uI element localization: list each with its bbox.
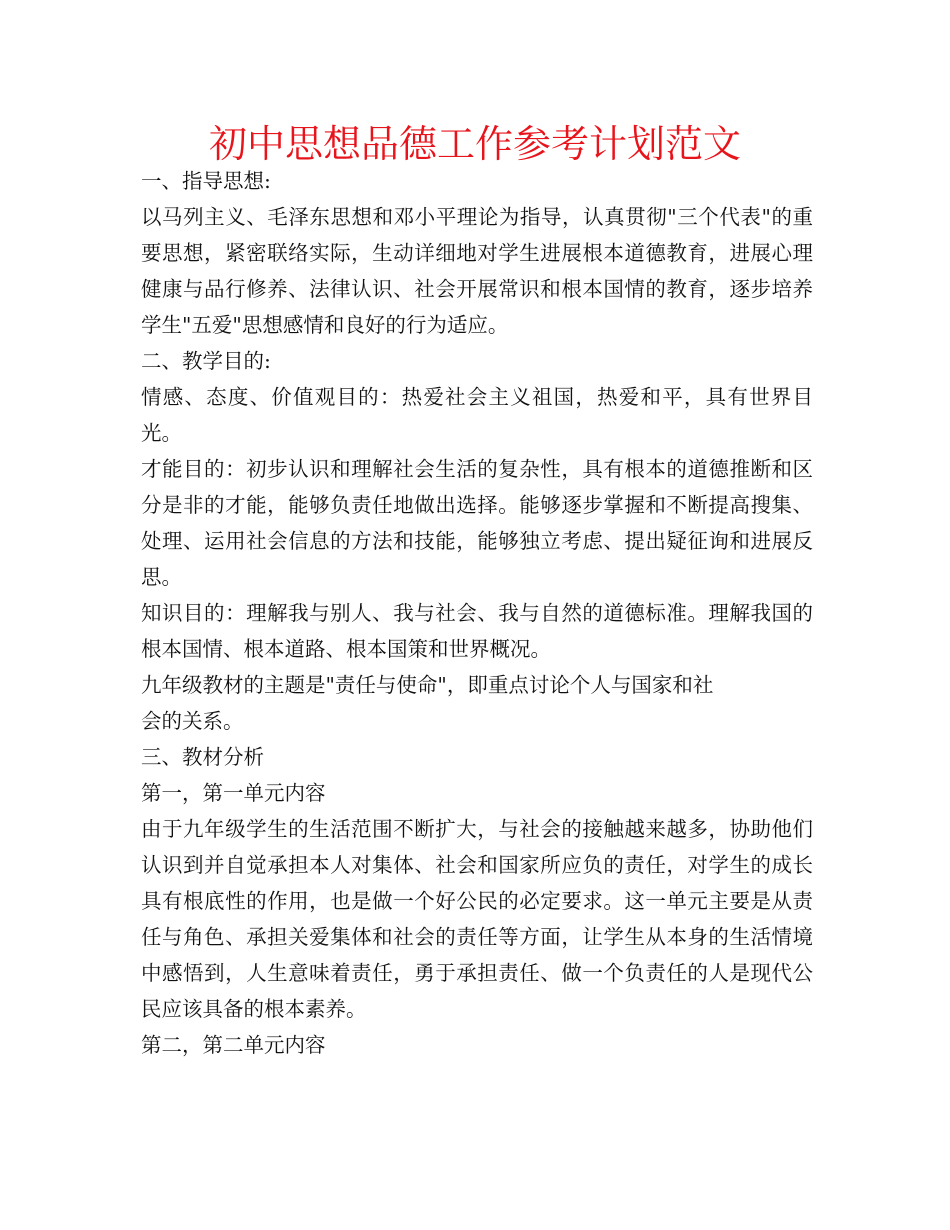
- paragraph-knowledge-goals: 知识目的：理解我与别人、我与社会、我与自然的道德标准。理解我国的根本国情、根本道路、根本国策和世界概况。: [141, 601, 813, 661]
- paragraph-unit-one: 由于九年级学生的生活范围不断扩大，与社会的接触越来越多，协助他们认识到并自觉承担本人对集体、社会和国家所应负的责任，对学生的成长具有根底性的作用，也是做一个好公民的必定要求。这一单元主要是从责任与角色、承担关爱集体和社会的责任等方面，让学生从本身的生活情境中感悟到，人生意味着责任，勇于承担责任、做一个负责任的人是现代公民应该具备的根本素养。: [141, 817, 813, 1021]
- document-title: 初中思想品德工作参考计划范文: [208, 122, 741, 166]
- paragraph-guiding-thought: 以马列主义、毛泽东思想和邓小平理论为指导，认真贯彻"三个代表"的重要思想，紧密联络实际，生动详细地对学生进展根本道德教育，进展心理健康与品行修养、法律认识、社会开展常识和根本国情的教育，逐步培养学生"五爱"思想感情和良好的行为适应。: [141, 205, 813, 337]
- section-heading-guiding-thought: 一、指导思想:: [141, 169, 271, 193]
- paragraph-grade-nine-theme-cont: 会的关系。: [141, 709, 244, 733]
- subheading-unit-one: 第一，第一单元内容: [141, 781, 326, 805]
- paragraph-ability-goals: 才能目的：初步认识和理解社会生活的复杂性，具有根本的道德推断和区分是非的才能，能够负责任地做出选择。能够逐步掌握和不断提高搜集、处理、运用社会信息的方法和技能，能够独立考虑、提出疑征询和进展反思。: [141, 457, 813, 589]
- paragraph-grade-nine-theme: 九年级教材的主题是"责任与使命"，即重点讨论个人与国家和社: [141, 673, 714, 697]
- section-heading-textbook-analysis: 三、教材分析: [141, 745, 264, 769]
- document-body: [141, 163, 813, 1063]
- subheading-unit-two: 第二，第二单元内容: [141, 1033, 326, 1057]
- section-heading-teaching-goals: 二、教学目的:: [141, 349, 271, 373]
- paragraph-emotion-goals: 情感、态度、价值观目的：热爱社会主义祖国，热爱和平，具有世界目光。: [141, 385, 813, 445]
